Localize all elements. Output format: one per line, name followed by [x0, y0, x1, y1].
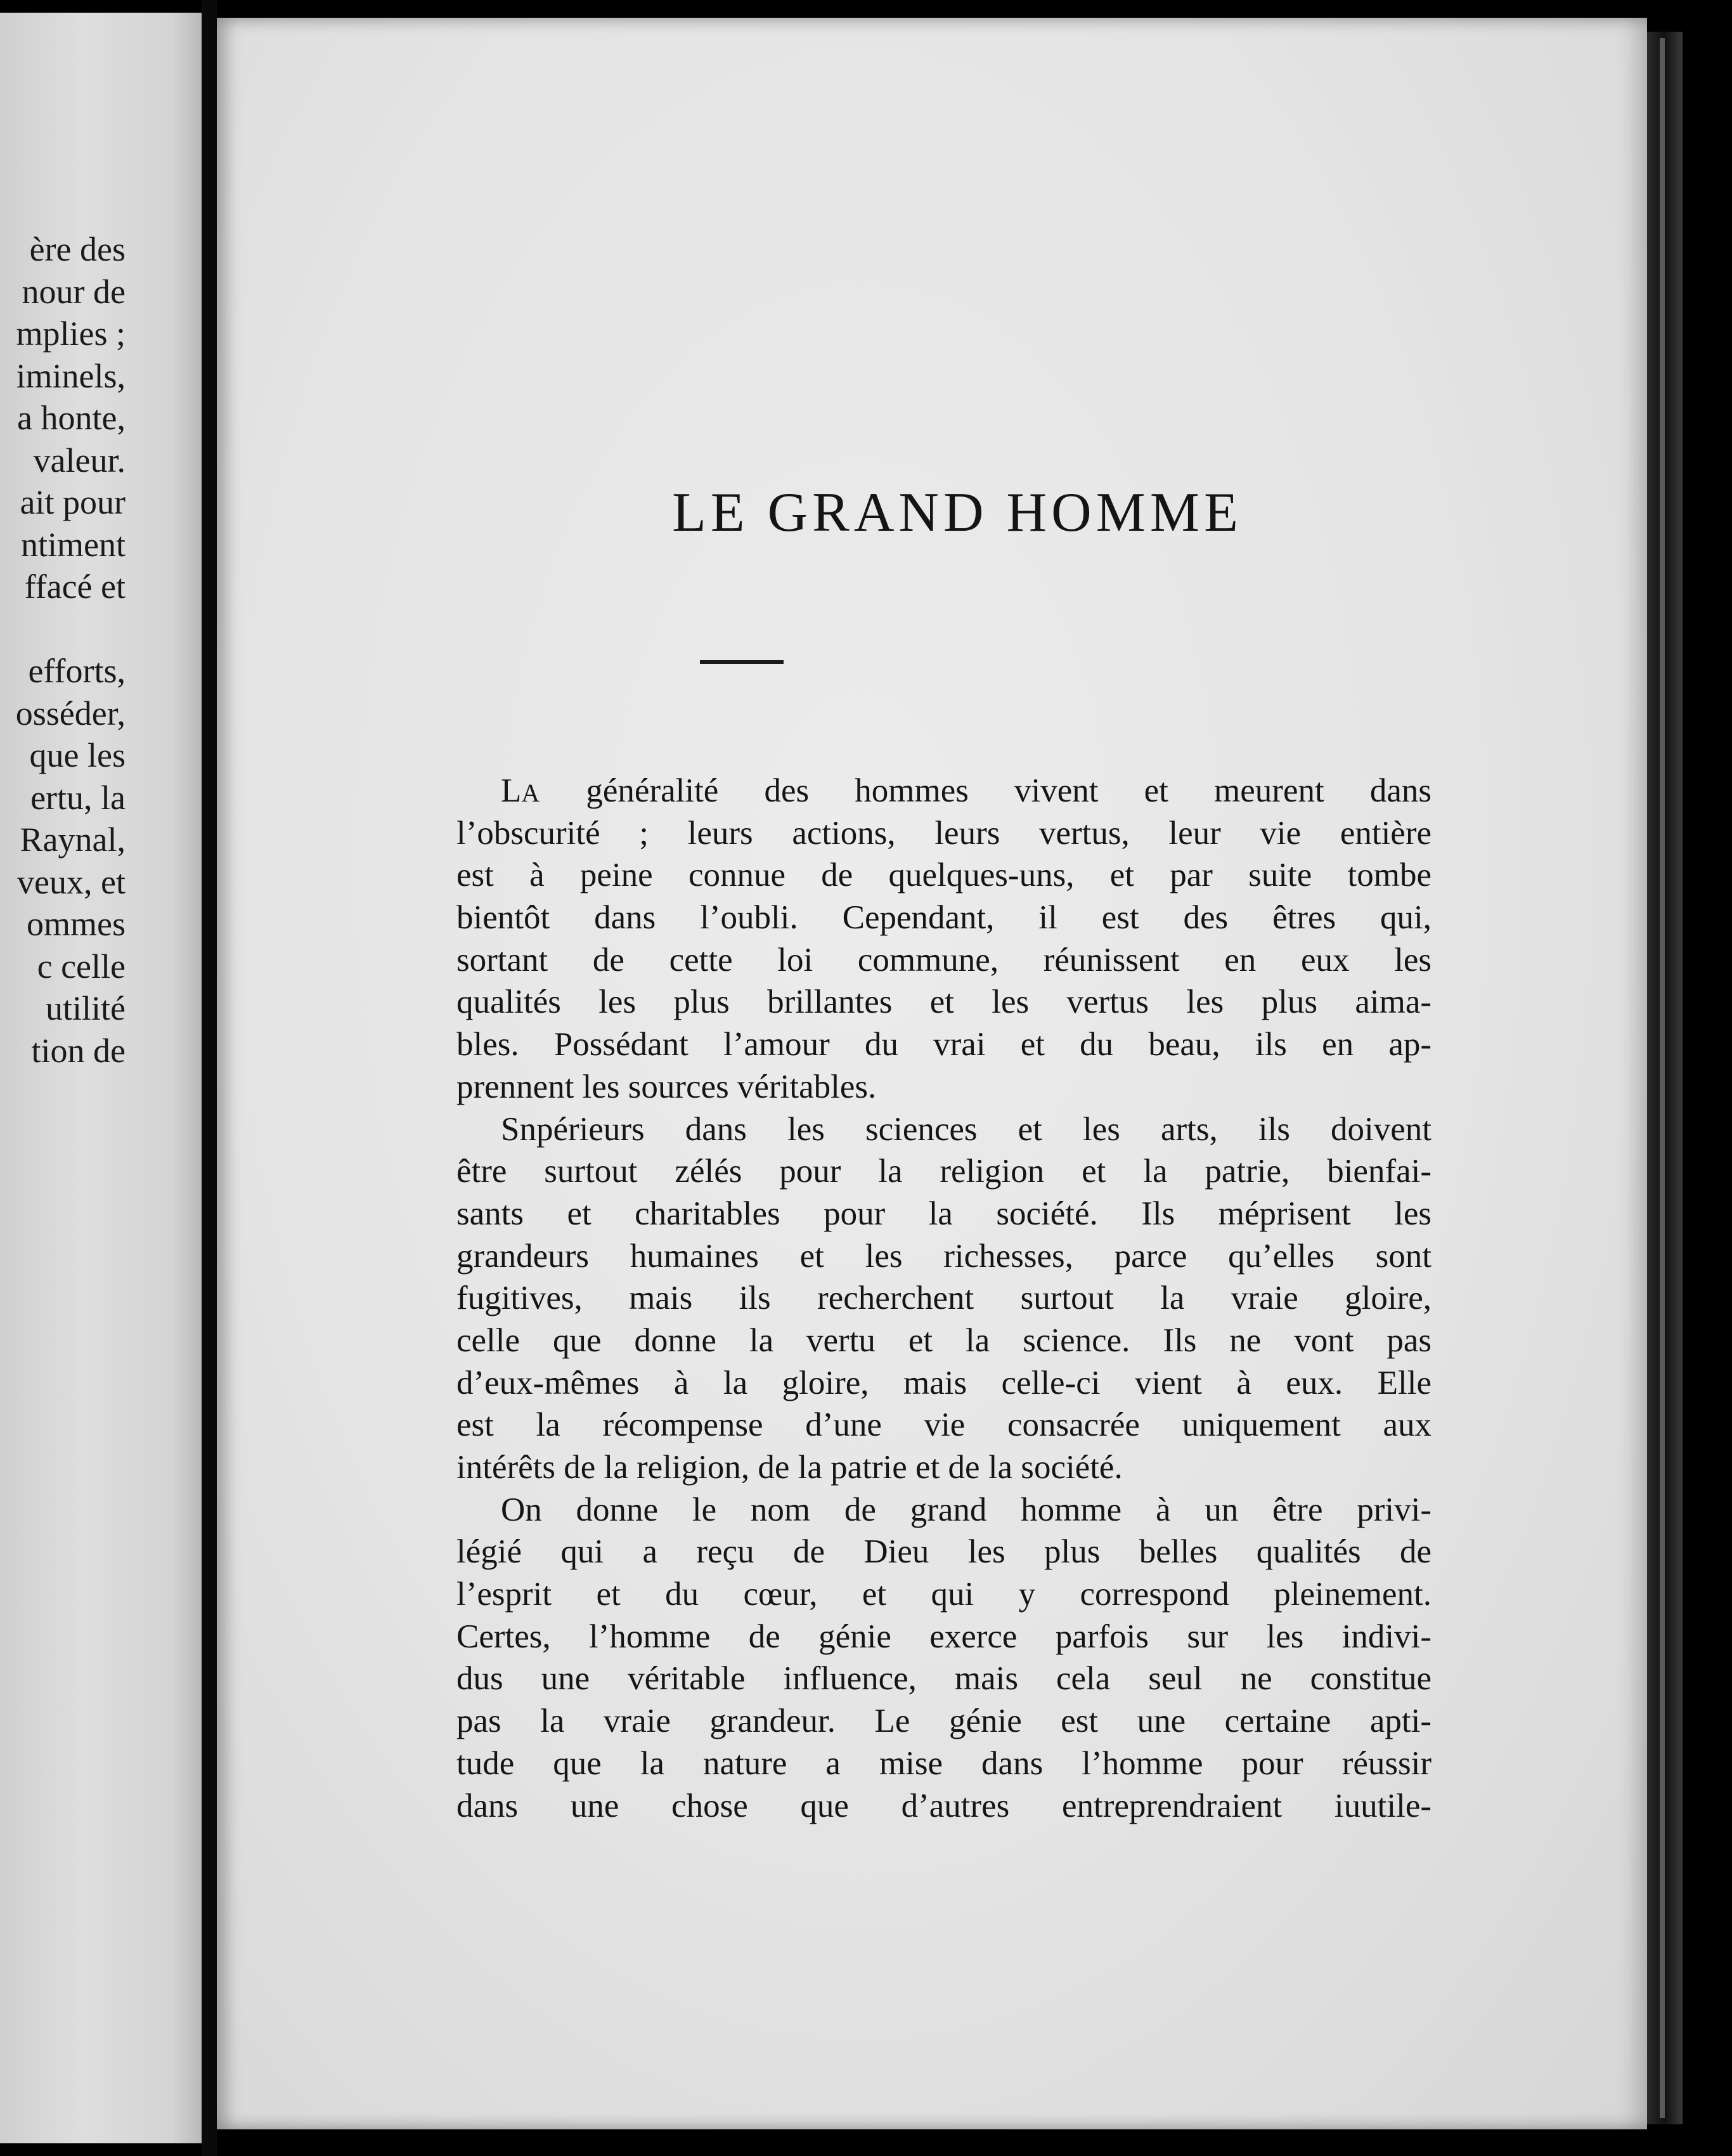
book-fore-edge-highlight: [1660, 38, 1665, 2118]
page-title: LE GRAND HOMME: [672, 482, 1243, 543]
left-page-text: [0, 228, 126, 1072]
text-line: qualités les plus brillantes et les vertus les plus aima-: [456, 984, 1431, 1021]
left-page-line: ait pour: [20, 483, 126, 521]
dropcap-L: L: [501, 772, 522, 809]
left-page-line: ère des: [29, 230, 126, 268]
book-gutter: [202, 0, 217, 2156]
left-page-line: iminels,: [16, 356, 126, 395]
left-page-line: osséder,: [15, 694, 126, 732]
text-line: dus une véritable influence, mais cela seul ne constitue: [456, 1660, 1431, 1698]
text-line: [456, 770, 1431, 812]
text-line: prennent les sources véritables.: [456, 1068, 877, 1105]
text-line: Certes, l’homme de génie exerce parfois sur les indivi-: [456, 1618, 1431, 1655]
book-fore-edge: [1647, 32, 1683, 2124]
text-line: tude que la nature a mise dans l’homme pour réussir: [456, 1744, 1431, 1782]
left-page-line: nour de: [22, 272, 126, 311]
text-line: grandeurs humaines et les richesses, parce qu’elles sont: [456, 1237, 1431, 1275]
left-page-line: Raynal,: [20, 821, 126, 859]
text-line: dans une chose que d’autres entreprendraient iuutile-: [456, 1787, 1431, 1824]
text-line: On donne le nom de grand homme à un être privi-: [501, 1491, 1431, 1528]
text-line: légié qui a reçu de Dieu les plus belles qualités de: [456, 1533, 1431, 1571]
left-page-line: tion de: [31, 1031, 126, 1070]
text-line: être surtout zélés pour la religion et la patrie, bienfai-: [456, 1153, 1431, 1190]
text-line: l’esprit et du cœur, et qui y correspond pleinement.: [456, 1576, 1431, 1613]
left-page-line: efforts,: [28, 652, 126, 690]
title-rule: [700, 660, 784, 664]
text-line: l’obscurité ; leurs actions, leurs vertus, leur vie entière: [456, 814, 1431, 852]
left-page-line: que les: [29, 736, 126, 774]
left-page-line: ntiment: [21, 525, 126, 564]
left-page-line: veux, et: [17, 862, 126, 901]
text-line: fugitives, mais ils recherchent surtout la vraie gloire,: [456, 1280, 1431, 1317]
text-line: bientôt dans l’oubli. Cependant, il est des êtres qui,: [456, 899, 1431, 937]
text-line: bles. Possédant l’amour du vrai et du beau, ils en ap-: [456, 1026, 1431, 1063]
left-page-line: a honte,: [17, 399, 126, 437]
left-page-line: ommes: [27, 905, 126, 943]
left-facing-page: [0, 13, 202, 2143]
text-line: pas la vraie grandeur. Le génie est une certaine apti-: [456, 1703, 1431, 1740]
text-line: est à peine connue de quelques-uns, et par suite tombe: [456, 857, 1431, 894]
text-line: est la récompense d’une vie consacrée uniquement aux: [456, 1406, 1431, 1444]
text-line-content: généralité des hommes vivent et meurent dans: [540, 772, 1431, 809]
dropcap-A: A: [521, 779, 541, 807]
left-page-line: [0, 608, 126, 651]
text-line: intérêts de la religion, de la patrie et de la société.: [456, 1449, 1123, 1486]
left-page-line: mplies ;: [16, 315, 126, 353]
text-line: sortant de cette loi commune, réunissent en eux les: [456, 941, 1431, 978]
text-line: sants et charitables pour la société. Ils méprisent les: [456, 1195, 1431, 1232]
right-page: [217, 18, 1647, 2129]
text-line: d’eux-mêmes à la gloire, mais celle-ci vient à eux. Elle: [456, 1364, 1431, 1401]
text-line: Snpérieurs dans les sciences et les arts, ils doivent: [501, 1110, 1431, 1148]
text-line: celle que donne la vertu et la science. Ils ne vont pas: [456, 1322, 1431, 1359]
left-page-line: ertu, la: [30, 778, 126, 817]
left-page-line: c celle: [37, 947, 126, 985]
left-page-line: valeur.: [33, 441, 126, 479]
left-page-line: utilité: [46, 989, 126, 1027]
body-text: [456, 770, 1431, 1827]
left-page-line: ffacé et: [24, 568, 126, 606]
